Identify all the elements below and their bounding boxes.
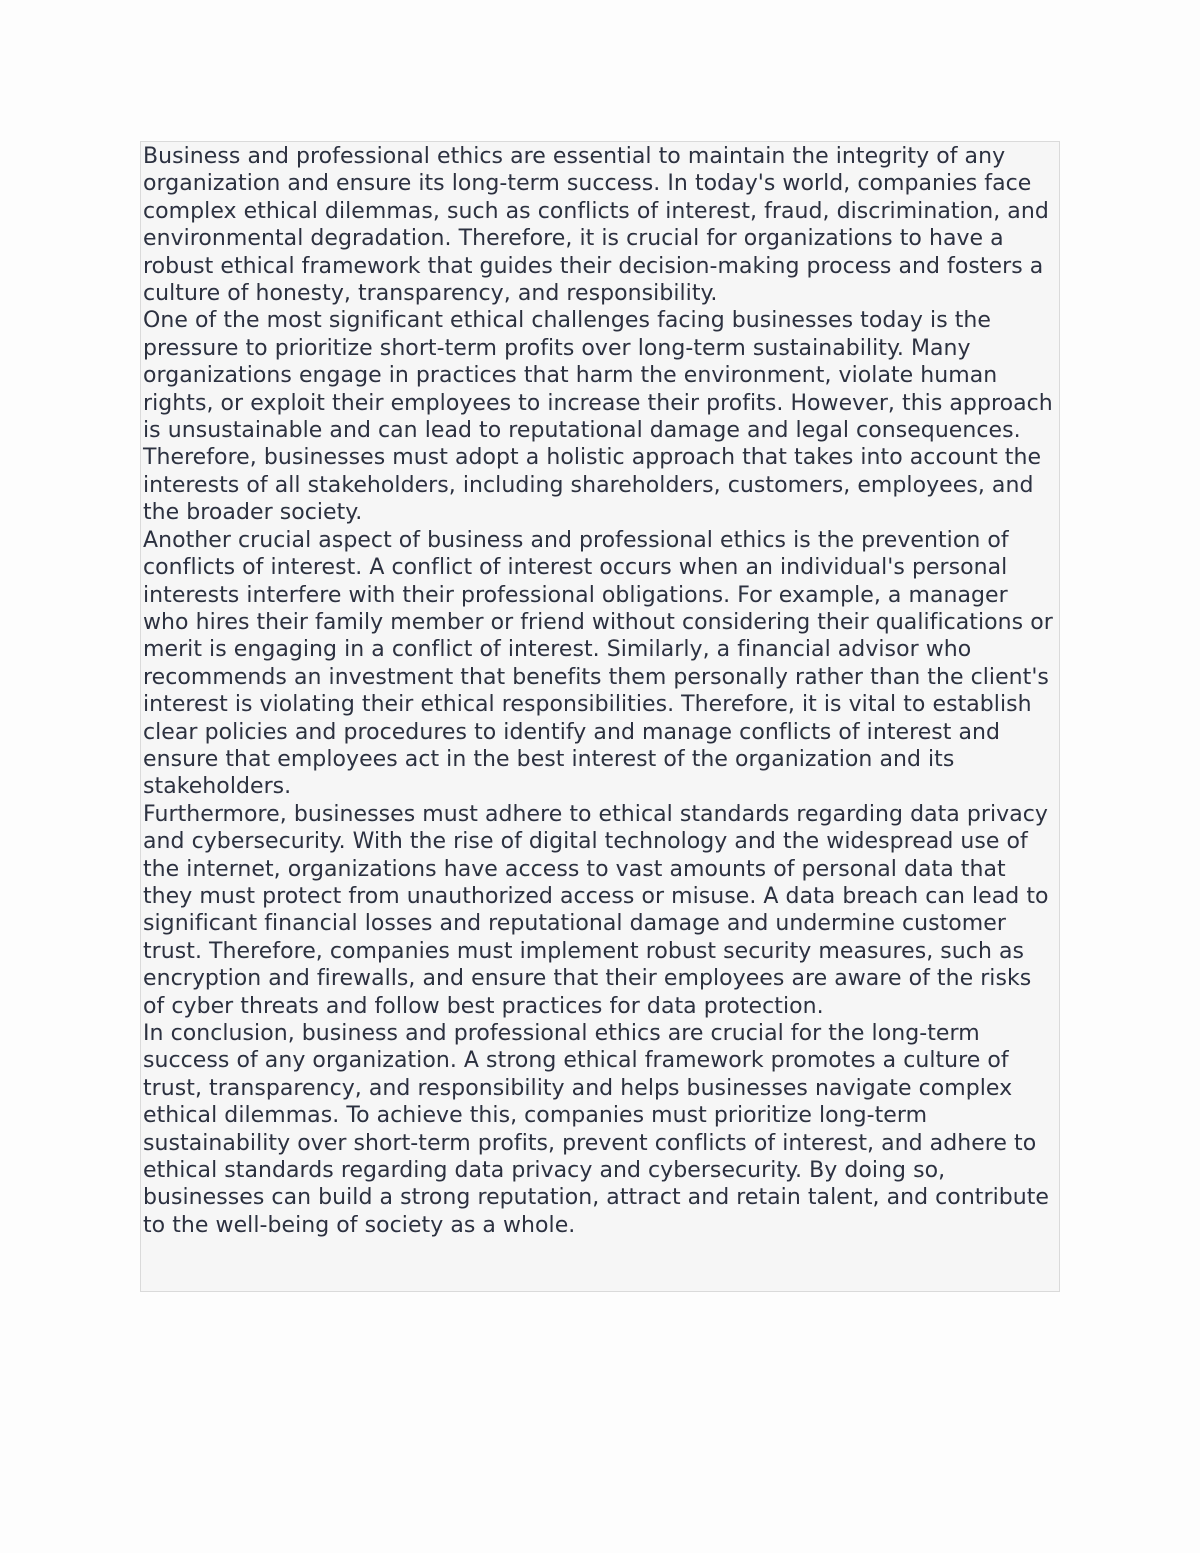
- paragraph-conflicts-of-interest: Another crucial aspect of business and professional ethics is the prevention of conflicts of interest. A conflict of interest occurs when an individual's personal interests interfere with their professional obligations. For example, a manager who hires their family member or friend without considering their qualifications or merit is engaging in a conflict of interest. Similarly, a financial advisor who recommends an investment that benefits them personally rather than the client's interest is violating their ethical responsibilities. Therefore, it is vital to establish clear policies and procedures to identify and manage conflicts of interest and ensure that employees act in the best interest of the organization and its stakeholders.: [143, 527, 1053, 800]
- paragraph-short-term-profits: One of the most significant ethical challenges facing businesses today is the pressure to prioritize short-term profits over long-term sustainability. Many organizations engage in practices that harm the environment, violate human rights, or exploit their employees to increase their profits. However, this approach is unsustainable and can lead to reputational damage and legal consequences. Therefore, businesses must adopt a holistic approach that takes into account the interests of all stakeholders, including shareholders, customers, employees, and the broader society.: [143, 308, 1053, 526]
- paragraph-data-privacy: Furthermore, businesses must adhere to ethical standards regarding data privacy and cybersecurity. With the rise of digital technology and the widespread use of the internet, organizations have access to vast amounts of personal data that they must protect from unauthorized access or misuse. A data breach can lead to significant financial losses and reputational damage and undermine customer trust. Therefore, companies must implement robust security measures, such as encryption and firewalls, and ensure that their employees are aware of the risks of cyber threats and follow best practices for data protection.: [143, 801, 1049, 1019]
- paragraph-introduction: Business and professional ethics are essential to maintain the integrity of any organization and ensure its long-term success. In today's world, companies face complex ethical dilemmas, such as conflicts of interest, fraud, discrimination, and environmental degradation. Therefore, it is crucial for organizations to have a robust ethical framework that guides their decision-making process and fosters a culture of honesty, transparency, and responsibility.: [143, 144, 1049, 307]
- paragraph-conclusion: In conclusion, business and professional ethics are crucial for the long-term success of any organization. A strong ethical framework promotes a culture of trust, transparency, and responsibility and helps businesses navigate complex ethical dilemmas. To achieve this, companies must prioritize long-term sustainability over short-term profits, prevent conflicts of interest, and adhere to ethical standards regarding data privacy and cybersecurity. By doing so, businesses can build a strong reputation, attract and retain talent, and contribute to the well-being of society as a whole.: [143, 1021, 1050, 1238]
- text-content-box: [140, 141, 1060, 1292]
